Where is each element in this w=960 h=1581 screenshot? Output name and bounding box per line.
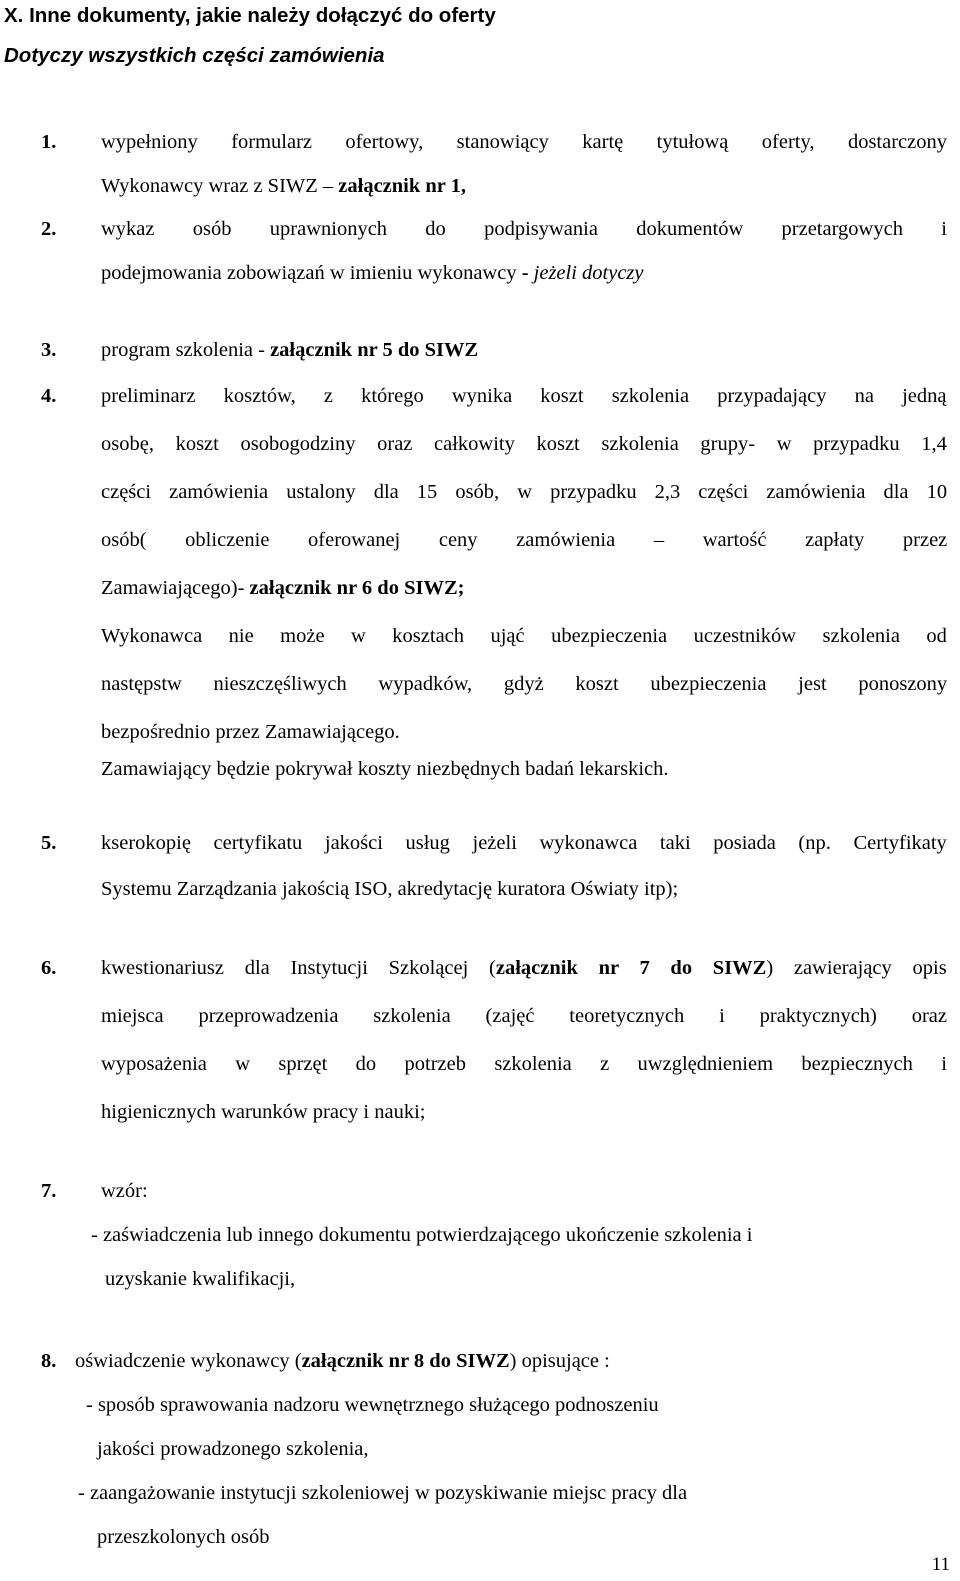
item-4-line-6: Wykonawca nie może w kosztach ująć ubezpieczenia uczestników szkolenia od	[101, 625, 947, 647]
item-5-line-1: kserokopię certyfikatu jakości usług jeżeli wykonawca taki posiada (np. Certyfikaty	[101, 832, 947, 854]
item-8-sub-2-line-1: - zaangażowanie instytucji szkoleniowej w pozyskiwanie miejsc pracy dla	[78, 1482, 688, 1504]
item-2-line-1: wykaz osób uprawnionych do podpisywania dokumentów przetargowych i	[101, 218, 947, 240]
item-6-line-3: wyposażenia w sprzęt do potrzeb szkolenia z uwzględnieniem bezpiecznych i	[101, 1053, 947, 1075]
item-5-line-2: Systemu Zarządzania jakością ISO, akredytację kuratora Oświaty itp);	[101, 878, 679, 900]
item-4-line-3: części zamówienia ustalony dla 15 osób, w przypadku 2,3 części zamówienia dla 10	[101, 481, 948, 503]
item-1-line-1: wypełniony formularz ofertowy, stanowiący kartę tytułową oferty, dostarczony	[101, 131, 948, 153]
item-7-label: wzór:	[101, 1180, 148, 1202]
page-number: 11	[931, 1554, 950, 1575]
section-title: X. Inne dokumenty, jakie należy dołączyć do oferty	[4, 4, 496, 27]
item-4-line-1: preliminarz kosztów, z którego wynika koszt szkolenia przypadający na jedną	[101, 385, 947, 407]
item-4-line-9: Zamawiający będzie pokrywał koszty niezbędnych badań lekarskich.	[101, 758, 669, 780]
item-4-line-2: osobę, koszt osobogodziny oraz całkowity koszt szkolenia grupy- w przypadku 1,4	[101, 433, 947, 455]
item-5-number: 5.	[41, 832, 57, 854]
item-4-line-8: bezpośrednio przez Zamawiającego.	[101, 721, 400, 743]
item-4-line-4: osób( obliczenie oferowanej ceny zamówienia – wartość zapłaty przez	[101, 529, 948, 551]
item-7-sub-1-line-1: - zaświadczenia lub innego dokumentu potwierdzającego ukończenie szkolenia i	[91, 1224, 753, 1246]
item-2-line-2: podejmowania zobowiązań w imieniu wykonawcy - jeżeli dotyczy	[101, 262, 644, 284]
item-2-number: 2.	[41, 218, 57, 240]
item-8-sub-1-line-1: - sposób sprawowania nadzoru wewnętrznego służącego podnoszeniu	[86, 1394, 659, 1416]
item-4-line-7: następstw nieszczęśliwych wypadków, gdyż koszt ubezpieczenia jest ponoszony	[101, 673, 948, 695]
item-4-line-5: Zamawiającego)- załącznik nr 6 do SIWZ;	[101, 577, 465, 599]
item-6-line-4: higienicznych warunków pracy i nauki;	[101, 1101, 426, 1123]
item-8-number: 8.	[41, 1350, 57, 1372]
item-4-number: 4.	[41, 385, 57, 407]
item-8-text: oświadczenie wykonawcy (załącznik nr 8 do SIWZ) opisujące :	[75, 1350, 610, 1372]
item-6-line-1: kwestionariusz dla Instytucji Szkolącej (załącznik nr 7 do SIWZ) zawierający opis	[101, 957, 947, 979]
item-6-line-2: miejsca przeprowadzenia szkolenia (zajęć teoretycznych i praktycznych) oraz	[101, 1005, 947, 1027]
item-7-sub-1-line-2: uzyskanie kwalifikacji,	[105, 1268, 296, 1290]
item-7-number: 7.	[41, 1180, 57, 1202]
item-3-number: 3.	[41, 339, 57, 361]
item-6-number: 6.	[41, 957, 57, 979]
item-8-sub-2-line-2: przeszkolonych osób	[97, 1526, 270, 1548]
item-1-line-2: Wykonawcy wraz z SIWZ – załącznik nr 1,	[101, 175, 467, 197]
section-subtitle: Dotyczy wszystkich części zamówienia	[4, 44, 385, 67]
item-8-sub-1-line-2: jakości prowadzonego szkolenia,	[97, 1438, 369, 1460]
item-3-text: program szkolenia - załącznik nr 5 do SIWZ	[101, 339, 479, 361]
item-1-number: 1.	[41, 131, 57, 153]
